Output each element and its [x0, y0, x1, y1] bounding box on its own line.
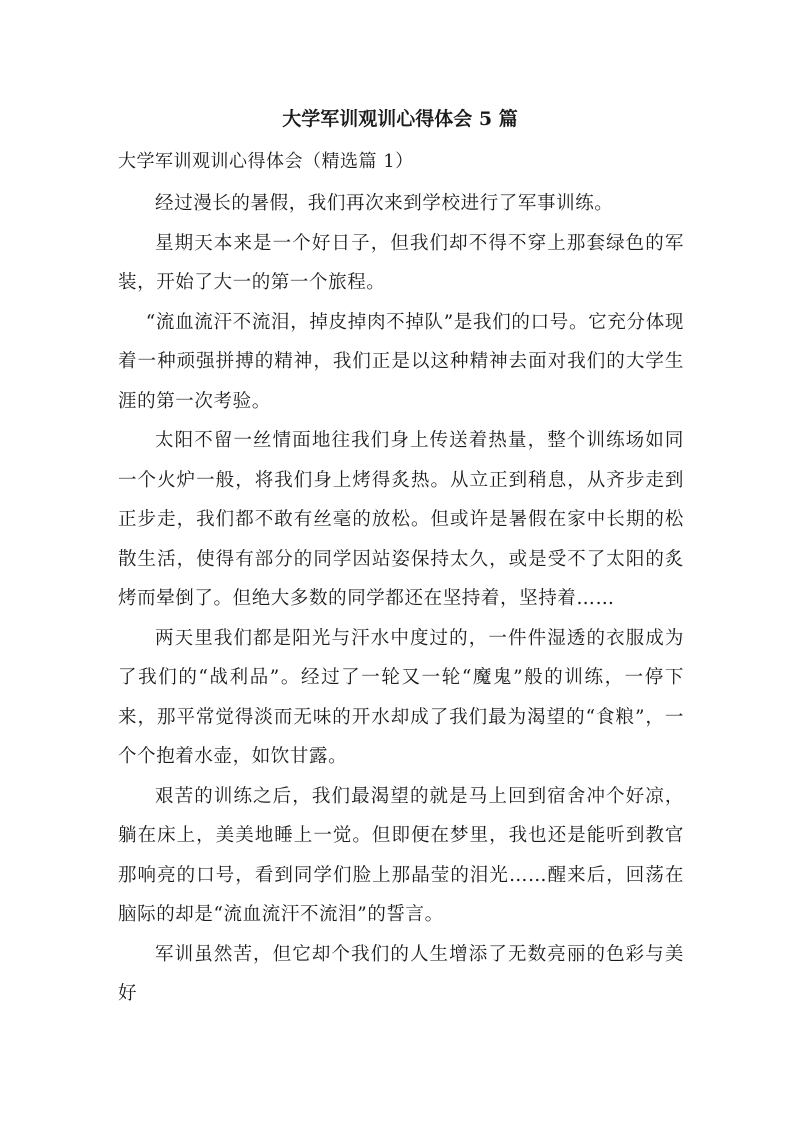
document-body [118, 184, 684, 1014]
paragraph: 星期天本来是一个好日子，但我们却不得不穿上那套绿色的军装，开始了大一的第一个旅程。 [118, 232, 684, 293]
paragraph: “流血流汗不流泪，掉皮掉肉不掉队”是我们的口号。它充分体现着一种顽强拼搏的精神，我们正是以这种精神去面对我们的大学生涯的第一次考验。 [118, 311, 684, 412]
paragraph: 艰苦的训练之后，我们最渴望的就是马上回到宿舍冲个好凉，躺在床上，美美地睡上一觉。但即便在梦里，我也还是能听到教官那响亮的口号，看到同学们脸上那晶莹的泪光……醒来后，回荡在脑际的却是“流血流汗不流泪”的誓言。 [118, 785, 684, 925]
paragraph: 军训虽然苦，但它却个我们的人生增添了无数亮丽的色彩与美好 [118, 943, 684, 1004]
paragraph: 太阳不留一丝情面地往我们身上传送着热量，整个训练场如同一个火炉一般，将我们身上烤得炙热。从立正到稍息，从齐步走到正步走，我们都不敢有丝毫的放松。但或许是暑假在家中长期的松散生活，使得有部分的同学因站姿保持太久，或是受不了太阳的炙烤而晕倒了。但绝大多数的同学都还在坚持着，坚持着…… [118, 430, 684, 609]
document-title: 大学军训观训心得体会 5 篇 [282, 108, 518, 130]
section-subtitle: 大学军训观训心得体会（精选篇 1） [118, 151, 414, 172]
paragraph: 两天里我们都是阳光与汗水中度过的，一件件湿透的衣服成为了我们的“战利品”。经过了一轮又一轮“魔鬼”般的训练，一停下来，那平常觉得淡而无味的开水却成了我们最为渴望的“食粮”，一个个抱着水壶，如饮甘露。 [118, 627, 684, 767]
paragraph: 经过漫长的暑假，我们再次来到学校进行了军事训练。 [155, 193, 614, 214]
